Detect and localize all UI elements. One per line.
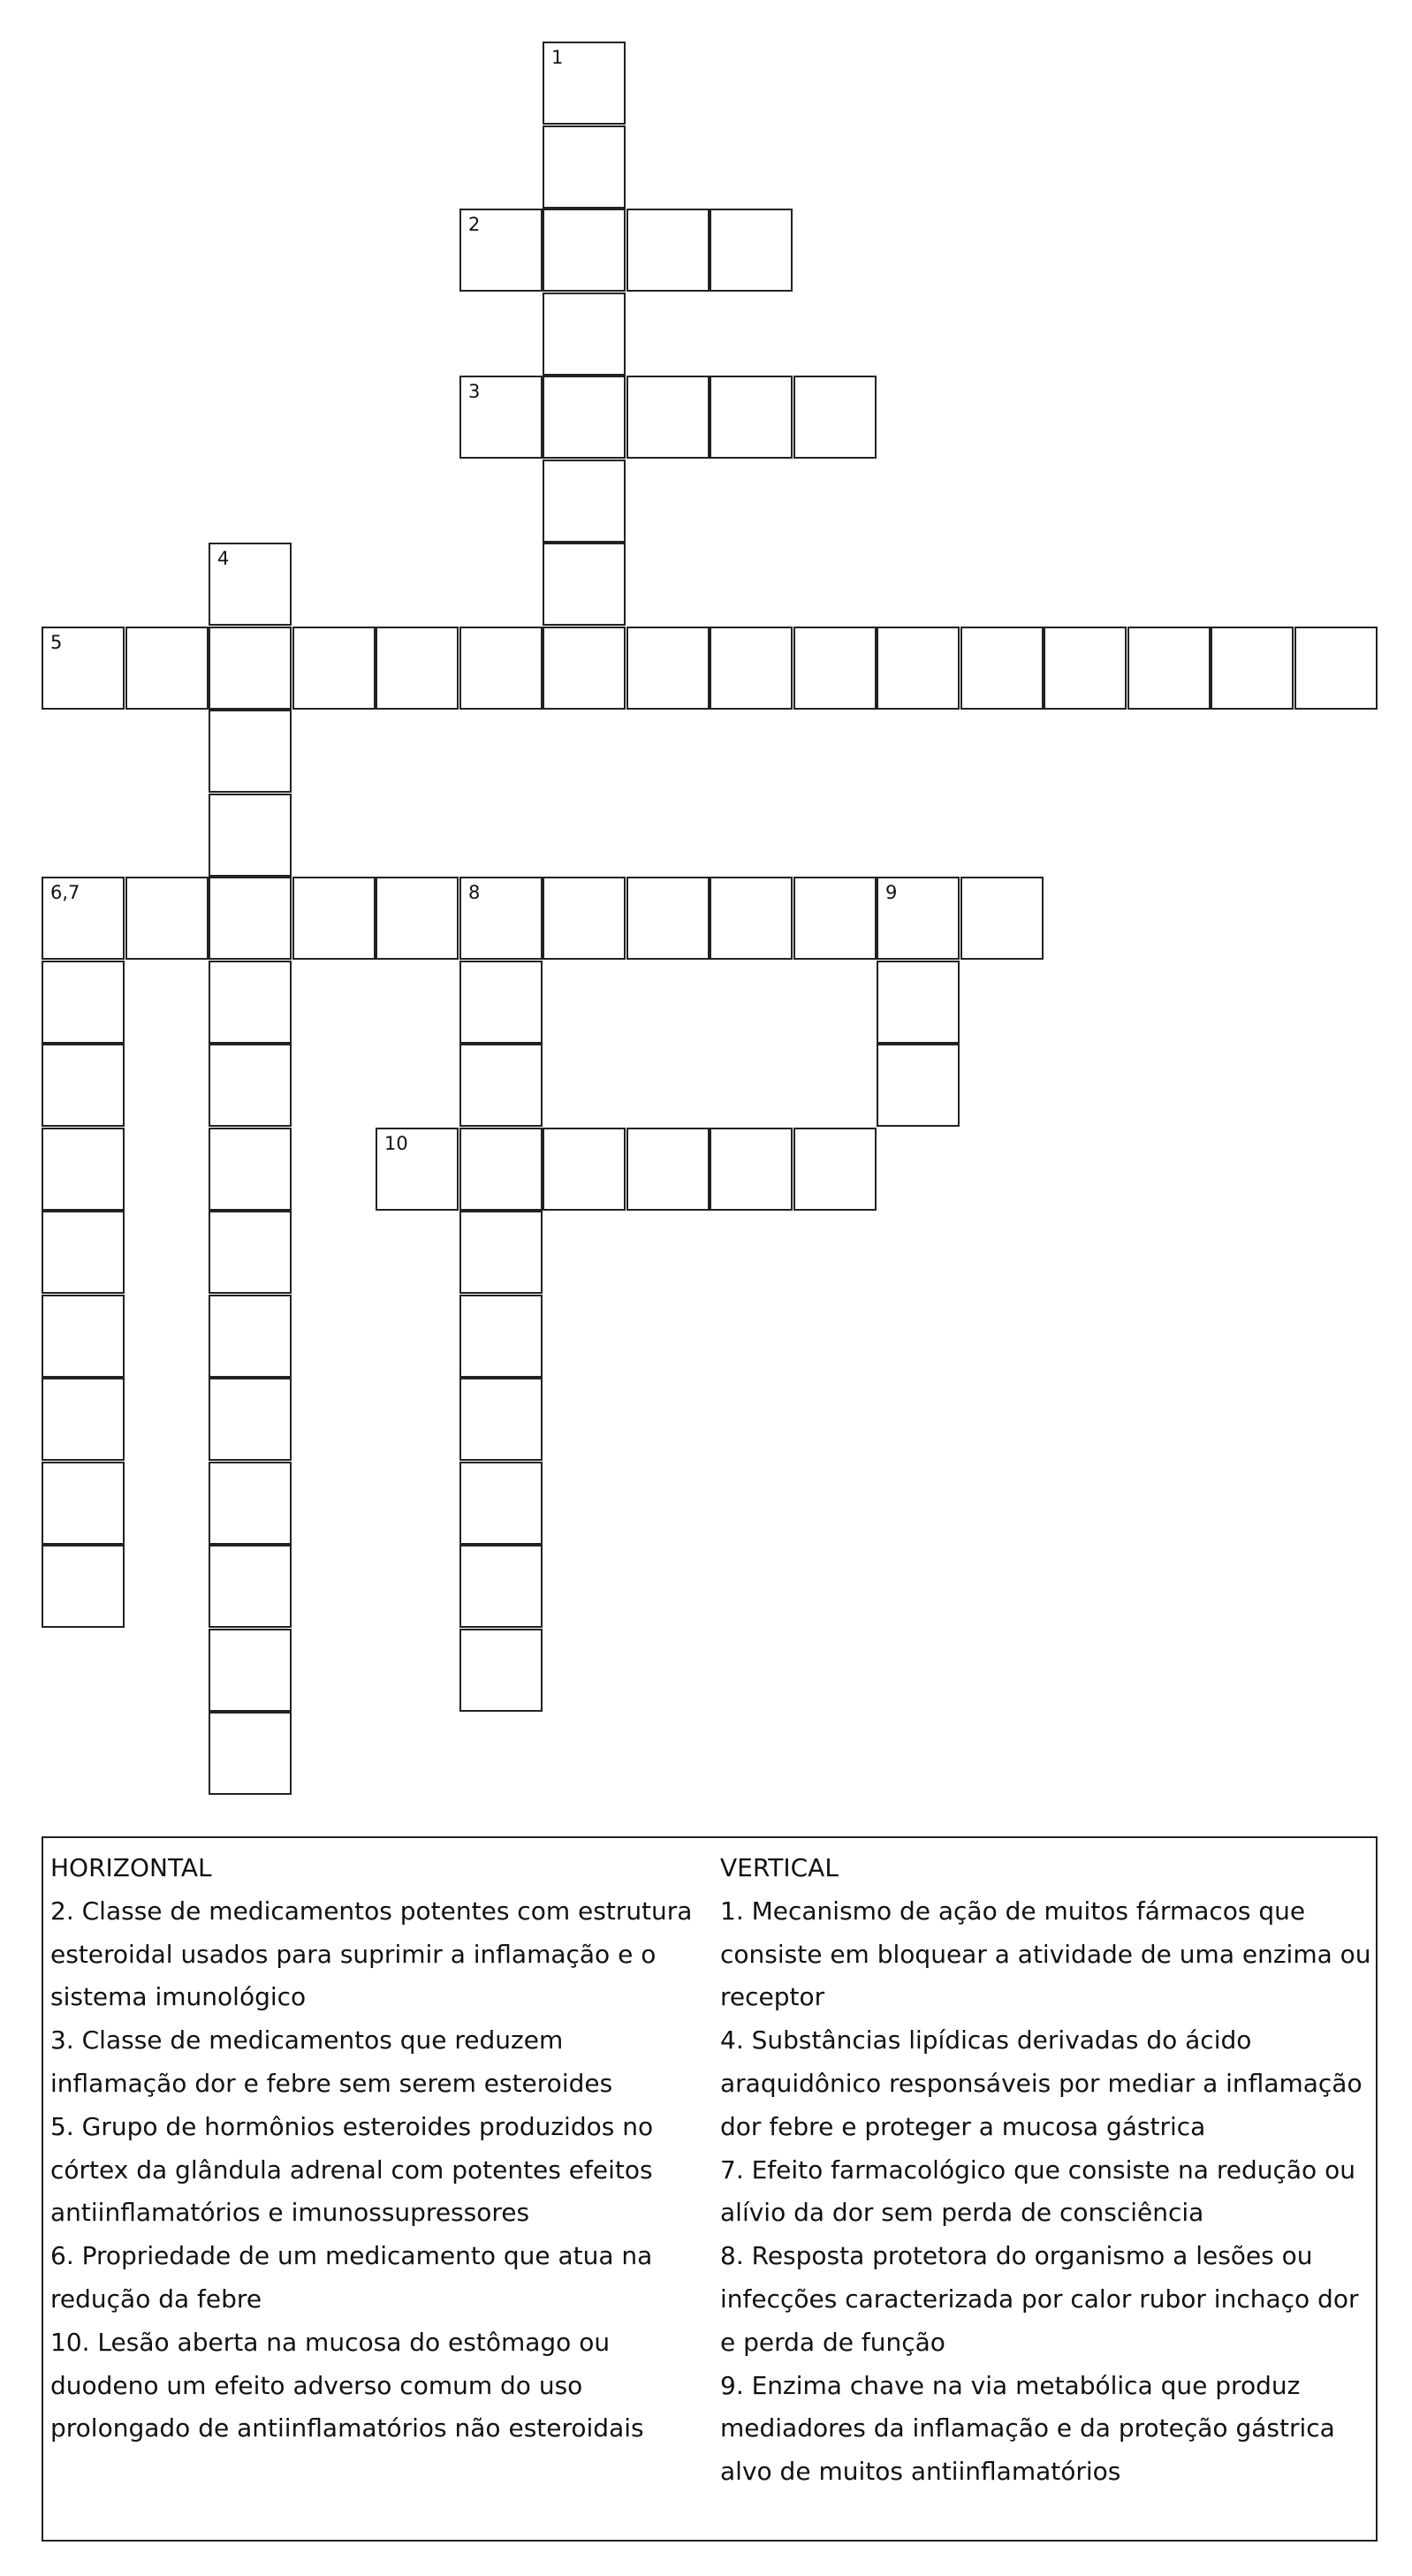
grid-cell[interactable]: [1127, 627, 1211, 710]
grid-cell[interactable]: [209, 1462, 292, 1545]
grid-cell[interactable]: [710, 627, 793, 710]
grid-cell[interactable]: [209, 1044, 292, 1127]
vertical-clues: [720, 1847, 1372, 2494]
cell-number: 5: [50, 632, 63, 653]
grid-cell[interactable]: [209, 1545, 292, 1628]
grid-cell[interactable]: [209, 1378, 292, 1461]
grid-cell[interactable]: [459, 1629, 543, 1712]
grid-cell[interactable]: [793, 627, 877, 710]
grid-cell[interactable]: [1044, 627, 1127, 710]
grid-cell[interactable]: [626, 877, 710, 960]
grid-cell[interactable]: [459, 1211, 543, 1294]
horizontal-clues: [50, 1847, 704, 2451]
clue-horizontal-5: 5. Grupo de hormônios esteroides produzidos no córtex da glândula adrenal com potentes efeitos antiinflamatórios e imunossupressores: [50, 2111, 654, 2228]
grid-cell[interactable]: [376, 627, 459, 710]
horizontal-heading: HORIZONTAL: [50, 1853, 212, 1882]
grid-cell[interactable]: [42, 627, 125, 710]
grid-cell[interactable]: [209, 710, 292, 793]
grid-cell[interactable]: [543, 877, 626, 960]
clue-horizontal-6: 6. Propriedade de um medicamento que atua na redução da febre: [50, 2241, 653, 2314]
clue-horizontal-10: 10. Lesão aberta na mucosa do estômago ou duodeno um efeito adverso comum do uso prolongado de antiinflamatórios não esteroidais: [50, 2327, 644, 2443]
grid-cell[interactable]: [459, 627, 543, 710]
grid-cell[interactable]: [209, 1712, 292, 1795]
grid-cell[interactable]: [292, 877, 376, 960]
grid-cell[interactable]: [543, 627, 626, 710]
grid-cell[interactable]: [42, 1462, 125, 1545]
grid-cell[interactable]: [42, 961, 125, 1044]
grid-cell[interactable]: [42, 1545, 125, 1628]
grid-cell[interactable]: [877, 627, 960, 710]
grid-cell[interactable]: [292, 627, 376, 710]
grid-cell[interactable]: [42, 1211, 125, 1294]
cell-number: 6,7: [50, 882, 80, 903]
grid-cell[interactable]: [543, 460, 626, 543]
clue-vertical-1: 1. Mecanismo de ação de muitos fármacos que consiste em bloquear a atividade de uma enzima ou receptor: [720, 1896, 1371, 2012]
clue-vertical-4: 4. Substâncias lipídicas derivadas do ácido araquidônico responsáveis por mediar a inflamação dor febre e proteger a mucosa gástrica: [720, 2025, 1363, 2141]
grid-cell[interactable]: [710, 209, 793, 292]
grid-cell[interactable]: [209, 1128, 292, 1211]
grid-cell[interactable]: [209, 543, 292, 626]
grid-cell[interactable]: [209, 794, 292, 877]
grid-cell[interactable]: [793, 376, 877, 459]
grid-cell[interactable]: [209, 1629, 292, 1712]
grid-cell[interactable]: [459, 1545, 543, 1628]
grid-cell[interactable]: [543, 293, 626, 376]
grid-cell[interactable]: [459, 376, 543, 459]
grid-cell[interactable]: [710, 1128, 793, 1211]
grid-cell[interactable]: [42, 1378, 125, 1461]
grid-cell[interactable]: [960, 877, 1044, 960]
grid-cell[interactable]: [793, 1128, 877, 1211]
cell-number: 9: [885, 882, 898, 903]
cell-number: 1: [551, 47, 564, 68]
grid-cell[interactable]: [209, 1295, 292, 1378]
grid-cell[interactable]: [877, 961, 960, 1044]
grid-cell[interactable]: [626, 627, 710, 710]
grid-cell[interactable]: [1294, 627, 1378, 710]
grid-cell[interactable]: [543, 125, 626, 209]
clue-vertical-7: 7. Efeito farmacológico que consiste na redução ou alívio da dor sem perda de consciência: [720, 2154, 1355, 2228]
grid-cell[interactable]: [209, 627, 292, 710]
grid-cell[interactable]: [459, 961, 543, 1044]
clue-horizontal-2: 2. Classe de medicamentos potentes com estrutura esteroidal usados para suprimir a inflamação e o sistema imunológico: [50, 1896, 693, 2012]
grid-cell[interactable]: [543, 1128, 626, 1211]
grid-cell[interactable]: [125, 627, 209, 710]
grid-cell[interactable]: [42, 1128, 125, 1211]
grid-cell[interactable]: [626, 209, 710, 292]
grid-cell[interactable]: [209, 877, 292, 960]
grid-cell[interactable]: [543, 42, 626, 125]
grid-cell[interactable]: [710, 376, 793, 459]
cell-number: 10: [384, 1133, 408, 1154]
grid-cell[interactable]: [42, 1044, 125, 1127]
clue-vertical-8: 8. Resposta protetora do organismo a lesões ou infecções caracterizada por calor rubor inchaço dor e perda de função: [720, 2241, 1359, 2357]
grid-cell[interactable]: [42, 1295, 125, 1378]
cell-number: 3: [468, 381, 481, 402]
grid-cell[interactable]: [960, 627, 1044, 710]
grid-cell[interactable]: [543, 543, 626, 626]
grid-cell[interactable]: [1211, 627, 1294, 710]
grid-cell[interactable]: [710, 877, 793, 960]
clue-vertical-9: 9. Enzima chave na via metabólica que produz mediadores da inflamação e da proteção gástrica alvo de muitos antiinflamatórios: [720, 2370, 1335, 2487]
grid-cell[interactable]: [459, 1128, 543, 1211]
grid-cell[interactable]: [376, 1128, 459, 1211]
grid-cell[interactable]: [209, 961, 292, 1044]
vertical-heading: VERTICAL: [720, 1853, 839, 1882]
grid-cell[interactable]: [459, 877, 543, 960]
clue-horizontal-3: 3. Classe de medicamentos que reduzem inflamação dor e febre sem serem esteroides: [50, 2025, 613, 2098]
cell-number: 8: [468, 882, 481, 903]
grid-cell[interactable]: [543, 376, 626, 459]
grid-cell[interactable]: [877, 877, 960, 960]
grid-cell[interactable]: [125, 877, 209, 960]
grid-cell[interactable]: [793, 877, 877, 960]
cell-number: 2: [468, 214, 481, 235]
grid-cell[interactable]: [459, 1462, 543, 1545]
grid-cell[interactable]: [626, 1128, 710, 1211]
grid-cell[interactable]: [209, 1211, 292, 1294]
grid-cell[interactable]: [459, 1044, 543, 1127]
grid-cell[interactable]: [459, 1378, 543, 1461]
grid-cell[interactable]: [877, 1044, 960, 1127]
grid-cell[interactable]: [459, 209, 543, 292]
clues-panel: [42, 1836, 1378, 2542]
grid-cell[interactable]: [376, 877, 459, 960]
grid-cell[interactable]: [42, 877, 125, 960]
grid-cell[interactable]: [626, 376, 710, 459]
grid-cell[interactable]: [543, 209, 626, 292]
grid-cell[interactable]: [459, 1295, 543, 1378]
cell-number: 4: [217, 548, 230, 569]
